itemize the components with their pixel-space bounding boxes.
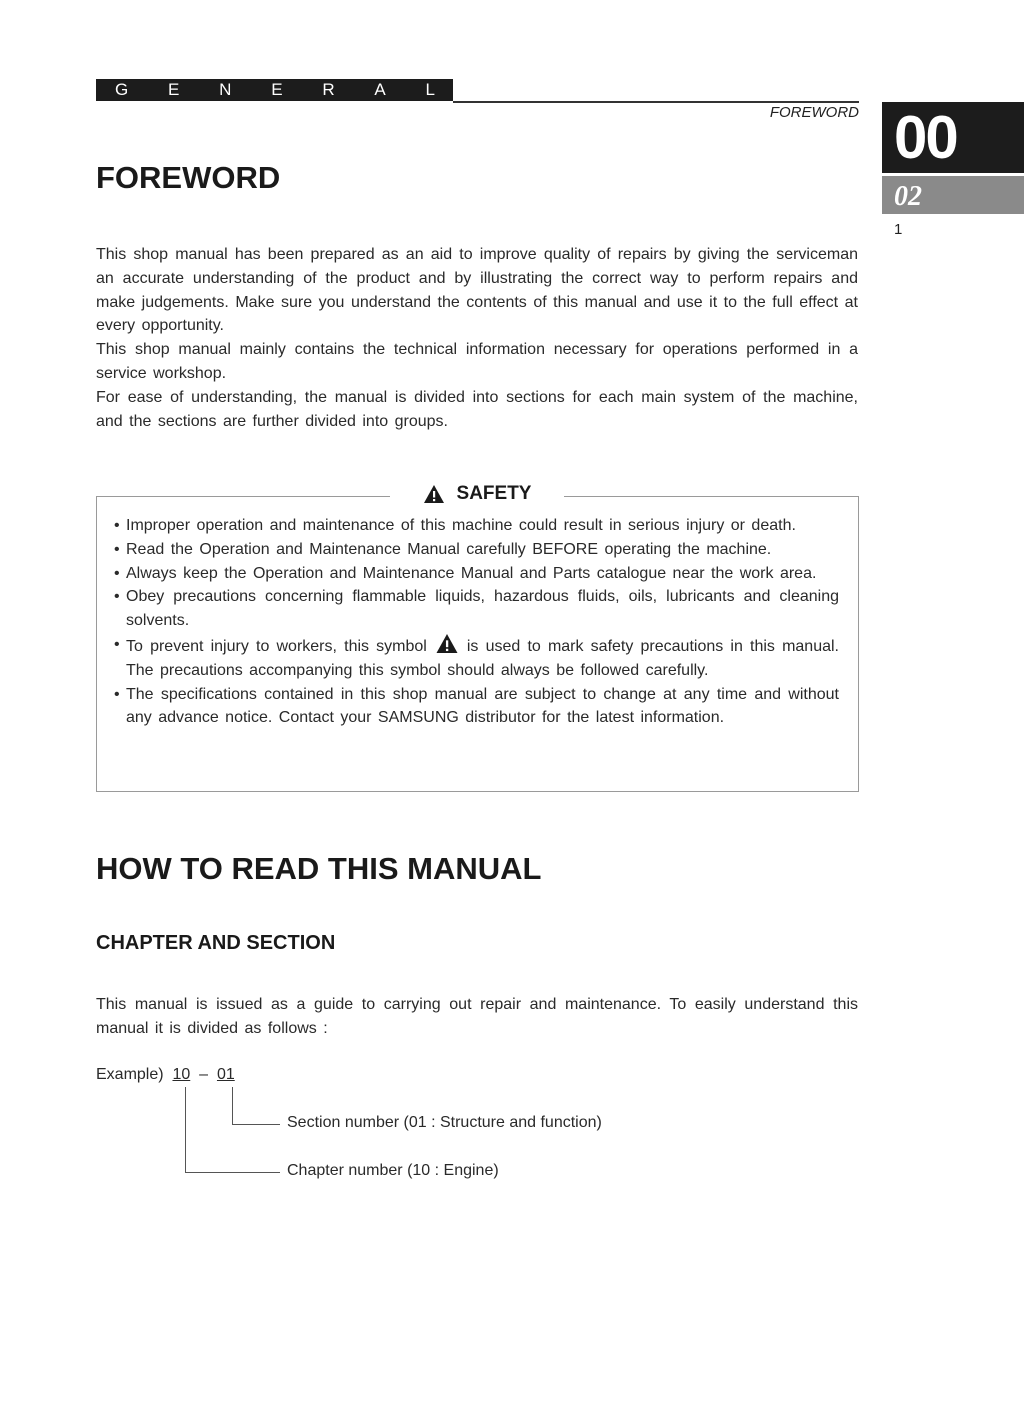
banner-letter: G — [115, 80, 129, 99]
example-label: Example) — [96, 1066, 164, 1083]
safety-item — [114, 562, 839, 586]
banner-letter: N — [219, 80, 232, 99]
chapter-section-subtitle: CHAPTER AND SECTION — [96, 932, 336, 954]
how-to-read-body — [96, 993, 858, 1041]
chapter-number-legend: Chapter number (10 : Engine) — [287, 1162, 499, 1179]
bullet: • — [114, 540, 120, 558]
banner-letter: A — [374, 80, 386, 99]
foreword-title: FOREWORD — [96, 160, 281, 195]
safety-item — [114, 633, 839, 683]
foreword-paragraph: This shop manual mainly contains the technical information necessary for operations performed in a service workshop. — [96, 341, 858, 382]
example-dash: – — [199, 1066, 209, 1083]
chapter-tab: 00 — [882, 102, 1024, 173]
section-banner — [96, 79, 453, 101]
section-connector-vertical — [232, 1087, 233, 1124]
warning-triangle-icon — [435, 633, 459, 654]
safety-list — [114, 514, 839, 730]
example-section-number: 01 — [216, 1066, 235, 1083]
safety-item-text: Obey precautions concerning flammable liquids, hazardous fluids, oils, lubricants and cleaning solvents. — [126, 588, 839, 630]
foreword-body — [96, 243, 858, 433]
banner-letter: E — [271, 80, 283, 99]
safety-item-text: Always keep the Operation and Maintenance Manual and Parts catalogue near the work area. — [126, 564, 817, 582]
safety-item-text: Read the Operation and Maintenance Manual carefully BEFORE operating the machine. — [126, 540, 772, 558]
example-chapter-number: 10 — [172, 1066, 191, 1083]
section-number-legend: Section number (01 : Structure and function) — [287, 1114, 602, 1131]
safety-item-text: is used to mark safety precautions in this manual. The precautions accompanying this symbol should always be followed carefully. — [126, 637, 839, 679]
bullet: • — [114, 685, 120, 703]
page-number: 1 — [894, 221, 903, 238]
foreword-paragraph: This shop manual has been prepared as an aid to improve quality of repairs by giving the serviceman an accurate understanding of the product and by illustrating the correct way to perform repairs and make judgements. Make sure you understand the contents of this manual and use it to the full effect at every opportunity. — [96, 246, 858, 335]
safety-item — [114, 683, 839, 731]
banner-letter: E — [168, 80, 180, 99]
safety-item-text: Improper operation and maintenance of this machine could result in serious injury or death. — [126, 517, 796, 534]
bullet: • — [114, 635, 120, 653]
section-tab: 02 — [882, 176, 1024, 214]
safety-item — [114, 585, 839, 633]
banner-letter: R — [322, 80, 335, 99]
running-title: FOREWORD — [769, 104, 859, 121]
safety-item-text: The specifications contained in this shop manual are subject to change at any time and without any advance notice. Contact your SAMSUNG distributor for the latest information. — [126, 685, 839, 727]
bullet: • — [114, 564, 120, 582]
safety-item — [114, 514, 839, 538]
safety-item-text: To prevent injury to workers, this symbol — [126, 637, 427, 655]
example-line — [96, 1066, 235, 1084]
bullet: • — [114, 517, 120, 534]
how-to-read-title: HOW TO READ THIS MANUAL — [96, 851, 542, 886]
safety-heading — [390, 481, 564, 507]
chapter-connector-horizontal — [185, 1172, 280, 1173]
how-to-read-paragraph: This manual is issued as a guide to carrying out repair and maintenance. To easily understand this manual it is divided as follows : — [96, 996, 858, 1037]
warning-triangle-icon — [423, 484, 445, 504]
bullet: • — [114, 588, 120, 606]
foreword-paragraph: For ease of understanding, the manual is divided into sections for each main system of the machine, and the sections are further divided into groups. — [96, 388, 858, 430]
safety-title: SAFETY — [456, 483, 532, 504]
header-rule — [453, 101, 859, 103]
banner-letter: L — [425, 80, 435, 99]
chapter-connector-vertical — [185, 1087, 186, 1172]
section-connector-horizontal — [232, 1124, 280, 1125]
safety-item — [114, 538, 839, 562]
